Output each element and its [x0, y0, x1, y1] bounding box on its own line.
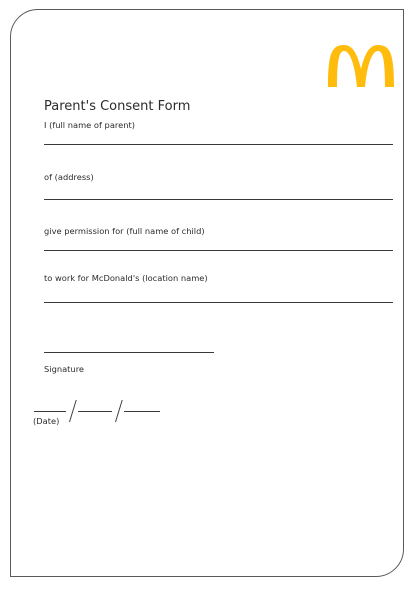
child-name-line[interactable]	[44, 250, 393, 251]
date-month-line[interactable]	[78, 411, 112, 412]
date-day-line[interactable]	[34, 411, 66, 412]
date-year-line[interactable]	[124, 411, 160, 412]
address-line[interactable]	[44, 199, 393, 200]
date-separator	[115, 400, 123, 422]
golden-arches-icon	[327, 43, 395, 87]
date-separator	[69, 400, 77, 422]
child-name-label: give permission for (full name of child)	[44, 226, 205, 236]
date-label: (Date)	[33, 416, 60, 426]
signature-label: Signature	[44, 364, 85, 374]
address-label: of (address)	[44, 172, 94, 182]
location-label: to work for McDonald's (location name)	[44, 273, 208, 283]
parent-name-line[interactable]	[44, 144, 393, 145]
consent-form-card	[10, 9, 404, 577]
form-title: Parent's Consent Form	[44, 99, 191, 114]
signature-line[interactable]	[44, 352, 214, 353]
parent-name-label: I (full name of parent)	[44, 120, 135, 130]
location-line[interactable]	[44, 302, 393, 303]
